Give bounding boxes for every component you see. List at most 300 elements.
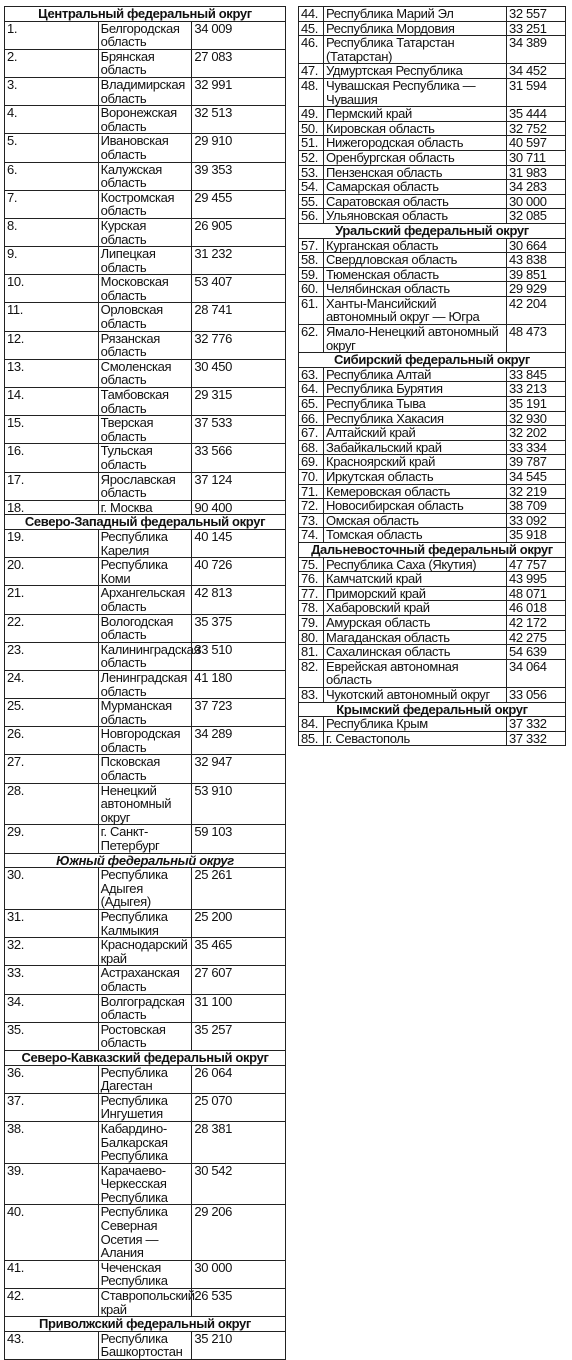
region-name: Самарская область	[324, 180, 507, 195]
region-value: 34 545	[507, 470, 566, 485]
region-value: 35 444	[507, 107, 566, 122]
region-number: 20.	[5, 558, 99, 586]
region-name: Пермский край	[324, 107, 507, 122]
region-row	[5, 303, 286, 331]
region-number: 65.	[299, 397, 324, 412]
region-number: 52.	[299, 150, 324, 165]
region-value: 32 947	[192, 755, 286, 783]
region-number: 46.	[299, 36, 324, 64]
region-name: Красноярский край	[324, 455, 507, 470]
region-value: 34 009	[192, 21, 286, 49]
region-name: Омская область	[324, 513, 507, 528]
region-row	[299, 659, 566, 687]
region-value: 32 202	[507, 426, 566, 441]
region-value: 37 533	[192, 416, 286, 444]
region-row	[299, 731, 566, 746]
district-header: Дальневосточный федеральный округ	[299, 542, 566, 557]
region-number: 34.	[5, 994, 99, 1022]
region-row	[299, 470, 566, 485]
region-row	[299, 121, 566, 136]
region-number: 22.	[5, 614, 99, 642]
region-row	[5, 966, 286, 994]
region-name: Томская область	[324, 528, 507, 543]
region-name: Чукотский автономный округ	[324, 687, 507, 702]
region-value: 42 172	[507, 615, 566, 630]
region-value: 35 465	[192, 938, 286, 966]
region-name: Республика Марий Эл	[324, 7, 507, 22]
region-number: 38.	[5, 1121, 99, 1163]
region-value: 41 180	[192, 670, 286, 698]
region-number: 84.	[299, 717, 324, 732]
region-row	[299, 499, 566, 514]
region-name: Республика Карелия	[98, 529, 192, 557]
region-value: 46 018	[507, 601, 566, 616]
region-row	[5, 1205, 286, 1260]
region-name: Оренбургская область	[324, 150, 507, 165]
district-header: Южный федеральный округ	[5, 853, 286, 868]
region-number: 68.	[299, 440, 324, 455]
region-row	[5, 910, 286, 938]
region-number: 35.	[5, 1022, 99, 1050]
region-value: 34 064	[507, 659, 566, 687]
region-name: Магаданская область	[324, 630, 507, 645]
region-number: 2.	[5, 49, 99, 77]
region-value: 33 092	[507, 513, 566, 528]
region-row	[5, 77, 286, 105]
region-name: Республика Саха (Якутия)	[324, 557, 507, 572]
region-row	[5, 444, 286, 472]
region-number: 28.	[5, 783, 99, 825]
region-name: Приморский край	[324, 586, 507, 601]
region-number: 36.	[5, 1065, 99, 1093]
region-name: Архангельская область	[98, 586, 192, 614]
region-number: 9.	[5, 247, 99, 275]
region-value: 30 000	[507, 194, 566, 209]
region-row	[5, 825, 286, 853]
region-name: Липецкая область	[98, 247, 192, 275]
region-value: 30 000	[192, 1260, 286, 1288]
region-row	[299, 64, 566, 79]
region-row	[299, 484, 566, 499]
region-number: 72.	[299, 499, 324, 514]
region-value: 30 664	[507, 238, 566, 253]
region-number: 85.	[299, 731, 324, 746]
region-row	[5, 783, 286, 825]
district-header: Центральный федеральный округ	[5, 7, 286, 22]
region-number: 10.	[5, 275, 99, 303]
region-row	[5, 994, 286, 1022]
region-name: Ульяновская область	[324, 209, 507, 224]
region-number: 26.	[5, 727, 99, 755]
region-row	[299, 615, 566, 630]
region-number: 6.	[5, 162, 99, 190]
region-name: Тульская область	[98, 444, 192, 472]
region-name: Белгородская область	[98, 21, 192, 49]
region-row	[299, 296, 566, 324]
region-name: Республика Адыгея (Адыгея)	[98, 868, 192, 910]
region-row	[5, 938, 286, 966]
region-value: 32 219	[507, 484, 566, 499]
region-value: 33 213	[507, 382, 566, 397]
region-value: 90 400	[192, 500, 286, 515]
region-value: 33 334	[507, 440, 566, 455]
region-row	[299, 36, 566, 64]
region-row	[299, 209, 566, 224]
region-number: 31.	[5, 910, 99, 938]
region-number: 55.	[299, 194, 324, 209]
region-name: Забайкальский край	[324, 440, 507, 455]
region-name: Хабаровский край	[324, 601, 507, 616]
region-value: 29 910	[192, 134, 286, 162]
region-number: 11.	[5, 303, 99, 331]
region-name: Ростовская область	[98, 1022, 192, 1050]
region-number: 59.	[299, 267, 324, 282]
region-number: 8.	[5, 218, 99, 246]
region-row	[5, 1121, 286, 1163]
region-number: 43.	[5, 1331, 99, 1359]
region-row	[5, 586, 286, 614]
region-number: 17.	[5, 472, 99, 500]
region-value: 31 232	[192, 247, 286, 275]
region-number: 78.	[299, 601, 324, 616]
district-header: Уральский федеральный округ	[299, 223, 566, 238]
region-name: Иркутская область	[324, 470, 507, 485]
region-number: 23.	[5, 642, 99, 670]
region-row	[299, 426, 566, 441]
region-name: Республика Татарстан (Татарстан)	[324, 36, 507, 64]
region-row	[5, 49, 286, 77]
region-number: 48.	[299, 78, 324, 106]
region-number: 83.	[299, 687, 324, 702]
region-row	[299, 7, 566, 22]
region-name: Республика Ингушетия	[98, 1093, 192, 1121]
region-number: 12.	[5, 331, 99, 359]
regions-table-left	[4, 6, 286, 1360]
region-number: 64.	[299, 382, 324, 397]
region-number: 41.	[5, 1260, 99, 1288]
region-value: 33 510	[192, 642, 286, 670]
region-number: 13.	[5, 359, 99, 387]
region-number: 63.	[299, 367, 324, 382]
region-name: Республика Северная Осетия — Алания	[98, 1205, 192, 1260]
region-value: 32 557	[507, 7, 566, 22]
region-row	[5, 275, 286, 303]
region-row	[5, 529, 286, 557]
region-row	[5, 1163, 286, 1205]
district-header-row	[5, 853, 286, 868]
region-number: 33.	[5, 966, 99, 994]
region-name: г. Санкт-Петербург	[98, 825, 192, 853]
region-number: 21.	[5, 586, 99, 614]
region-row	[299, 367, 566, 382]
region-name: Республика Коми	[98, 558, 192, 586]
region-value: 29 206	[192, 1205, 286, 1260]
region-name: Республика Мордовия	[324, 21, 507, 36]
region-name: Республика Бурятия	[324, 382, 507, 397]
region-value: 37 723	[192, 699, 286, 727]
region-name: Псковская область	[98, 755, 192, 783]
region-name: Тамбовская область	[98, 388, 192, 416]
region-row	[299, 411, 566, 426]
region-value: 29 315	[192, 388, 286, 416]
region-name: Ивановская область	[98, 134, 192, 162]
region-name: Камчатский край	[324, 572, 507, 587]
region-row	[299, 455, 566, 470]
region-row	[5, 218, 286, 246]
region-value: 35 210	[192, 1331, 286, 1359]
district-header-row	[299, 702, 566, 717]
region-value: 34 289	[192, 727, 286, 755]
region-value: 39 787	[507, 455, 566, 470]
region-row	[5, 162, 286, 190]
region-value: 42 275	[507, 630, 566, 645]
region-name: Ямало-Ненецкий автономный округ	[324, 325, 507, 353]
region-row	[299, 440, 566, 455]
region-name: Нижегородская область	[324, 136, 507, 151]
region-value: 26 535	[192, 1289, 286, 1317]
region-number: 56.	[299, 209, 324, 224]
region-number: 77.	[299, 586, 324, 601]
region-value: 53 407	[192, 275, 286, 303]
region-name: Карачаево-Черкесская Республика	[98, 1163, 192, 1205]
region-value: 34 283	[507, 180, 566, 195]
region-row	[299, 645, 566, 660]
region-name: Волгоградская область	[98, 994, 192, 1022]
region-row	[299, 150, 566, 165]
region-row	[5, 388, 286, 416]
region-name: Кабардино-Балкарская Республика	[98, 1121, 192, 1163]
region-name: Чеченская Республика	[98, 1260, 192, 1288]
region-number: 47.	[299, 64, 324, 79]
region-name: Курская область	[98, 218, 192, 246]
district-header-row	[299, 542, 566, 557]
region-value: 30 450	[192, 359, 286, 387]
region-number: 57.	[299, 238, 324, 253]
region-number: 76.	[299, 572, 324, 587]
region-number: 69.	[299, 455, 324, 470]
region-value: 33 566	[192, 444, 286, 472]
region-number: 51.	[299, 136, 324, 151]
region-number: 27.	[5, 755, 99, 783]
district-header: Крымский федеральный округ	[299, 702, 566, 717]
region-number: 62.	[299, 325, 324, 353]
region-number: 4.	[5, 106, 99, 134]
region-number: 45.	[299, 21, 324, 36]
region-value: 27 607	[192, 966, 286, 994]
region-row	[5, 359, 286, 387]
region-row	[299, 21, 566, 36]
region-value: 29 929	[507, 282, 566, 297]
region-row	[299, 78, 566, 106]
region-number: 32.	[5, 938, 99, 966]
region-row	[5, 699, 286, 727]
district-header: Северо-Кавказский федеральный округ	[5, 1050, 286, 1065]
region-number: 39.	[5, 1163, 99, 1205]
region-row	[299, 136, 566, 151]
region-number: 18.	[5, 500, 99, 515]
region-row	[299, 572, 566, 587]
region-number: 70.	[299, 470, 324, 485]
region-value: 33 251	[507, 21, 566, 36]
region-value: 35 918	[507, 528, 566, 543]
region-number: 16.	[5, 444, 99, 472]
region-row	[5, 868, 286, 910]
region-value: 43 995	[507, 572, 566, 587]
region-number: 15.	[5, 416, 99, 444]
region-name: Саратовская область	[324, 194, 507, 209]
region-row	[299, 397, 566, 412]
region-number: 80.	[299, 630, 324, 645]
region-number: 40.	[5, 1205, 99, 1260]
region-row	[299, 107, 566, 122]
region-name: Ярославская область	[98, 472, 192, 500]
region-number: 75.	[299, 557, 324, 572]
region-row	[299, 717, 566, 732]
table-right-column	[298, 6, 566, 746]
region-name: Мурманская область	[98, 699, 192, 727]
region-value: 42 204	[507, 296, 566, 324]
region-value: 29 455	[192, 190, 286, 218]
region-name: Республика Хакасия	[324, 411, 507, 426]
region-value: 27 083	[192, 49, 286, 77]
region-name: Ненецкий автономный округ	[98, 783, 192, 825]
region-value: 53 910	[192, 783, 286, 825]
region-number: 30.	[5, 868, 99, 910]
region-value: 32 776	[192, 331, 286, 359]
region-number: 71.	[299, 484, 324, 499]
region-row	[5, 755, 286, 783]
region-name: Свердловская область	[324, 253, 507, 268]
region-value: 37 332	[507, 731, 566, 746]
regions-table-right	[298, 6, 566, 746]
region-number: 5.	[5, 134, 99, 162]
region-value: 38 709	[507, 499, 566, 514]
region-name: Краснодарский край	[98, 938, 192, 966]
region-number: 24.	[5, 670, 99, 698]
region-name: Алтайский край	[324, 426, 507, 441]
region-row	[5, 670, 286, 698]
region-value: 32 085	[507, 209, 566, 224]
region-value: 39 851	[507, 267, 566, 282]
region-number: 19.	[5, 529, 99, 557]
region-value: 48 071	[507, 586, 566, 601]
region-row	[5, 500, 286, 515]
region-name: Ставропольский край	[98, 1289, 192, 1317]
region-number: 7.	[5, 190, 99, 218]
region-name: Ханты-Мансийский автономный округ — Югра	[324, 296, 507, 324]
region-row	[5, 472, 286, 500]
region-row	[5, 1260, 286, 1288]
region-row	[299, 630, 566, 645]
region-value: 33 845	[507, 367, 566, 382]
region-name: Калужская область	[98, 162, 192, 190]
region-number: 37.	[5, 1093, 99, 1121]
region-value: 59 103	[192, 825, 286, 853]
region-value: 54 639	[507, 645, 566, 660]
region-value: 30 711	[507, 150, 566, 165]
region-name: Владимирская область	[98, 77, 192, 105]
region-number: 61.	[299, 296, 324, 324]
region-value: 26 905	[192, 218, 286, 246]
region-value: 35 375	[192, 614, 286, 642]
region-name: Республика Башкортостан	[98, 1331, 192, 1359]
region-value: 35 257	[192, 1022, 286, 1050]
region-name: Астраханская область	[98, 966, 192, 994]
region-row	[5, 1093, 286, 1121]
region-number: 25.	[5, 699, 99, 727]
region-name: Смоленская область	[98, 359, 192, 387]
region-name: г. Москва	[98, 500, 192, 515]
region-value: 32 930	[507, 411, 566, 426]
region-name: Удмуртская Республика	[324, 64, 507, 79]
region-value: 39 353	[192, 162, 286, 190]
region-row	[5, 1065, 286, 1093]
region-row	[299, 267, 566, 282]
region-value: 43 838	[507, 253, 566, 268]
region-value: 28 741	[192, 303, 286, 331]
region-number: 66.	[299, 411, 324, 426]
region-value: 42 813	[192, 586, 286, 614]
region-number: 73.	[299, 513, 324, 528]
region-number: 67.	[299, 426, 324, 441]
region-row	[5, 558, 286, 586]
region-row	[299, 180, 566, 195]
region-number: 58.	[299, 253, 324, 268]
region-value: 25 070	[192, 1093, 286, 1121]
region-name: Кировская область	[324, 121, 507, 136]
region-name: Тюменская область	[324, 267, 507, 282]
region-name: Кемеровская область	[324, 484, 507, 499]
region-row	[5, 1022, 286, 1050]
region-row	[299, 601, 566, 616]
region-number: 53.	[299, 165, 324, 180]
region-name: Орловская область	[98, 303, 192, 331]
region-value: 37 332	[507, 717, 566, 732]
region-value: 30 542	[192, 1163, 286, 1205]
region-row	[5, 247, 286, 275]
district-header: Северо-Западный федеральный округ	[5, 515, 286, 530]
region-number: 14.	[5, 388, 99, 416]
region-name: Пензенская область	[324, 165, 507, 180]
region-value: 33 056	[507, 687, 566, 702]
region-name: г. Севастополь	[324, 731, 507, 746]
region-number: 54.	[299, 180, 324, 195]
region-number: 50.	[299, 121, 324, 136]
region-row	[299, 586, 566, 601]
region-row	[299, 325, 566, 353]
region-name: Республика Дагестан	[98, 1065, 192, 1093]
district-header-row	[5, 1050, 286, 1065]
region-row	[5, 642, 286, 670]
region-name: Новгородская область	[98, 727, 192, 755]
region-row	[299, 282, 566, 297]
region-name: Чувашская Республика — Чувашия	[324, 78, 507, 106]
region-value: 31 594	[507, 78, 566, 106]
region-value: 25 200	[192, 910, 286, 938]
region-row	[299, 194, 566, 209]
region-value: 31 100	[192, 994, 286, 1022]
region-number: 74.	[299, 528, 324, 543]
region-value: 40 597	[507, 136, 566, 151]
region-name: Курганская область	[324, 238, 507, 253]
region-value: 32 752	[507, 121, 566, 136]
region-row	[299, 557, 566, 572]
region-name: Воронежская область	[98, 106, 192, 134]
region-number: 60.	[299, 282, 324, 297]
region-name: Костромская область	[98, 190, 192, 218]
region-value: 31 983	[507, 165, 566, 180]
region-row	[299, 253, 566, 268]
